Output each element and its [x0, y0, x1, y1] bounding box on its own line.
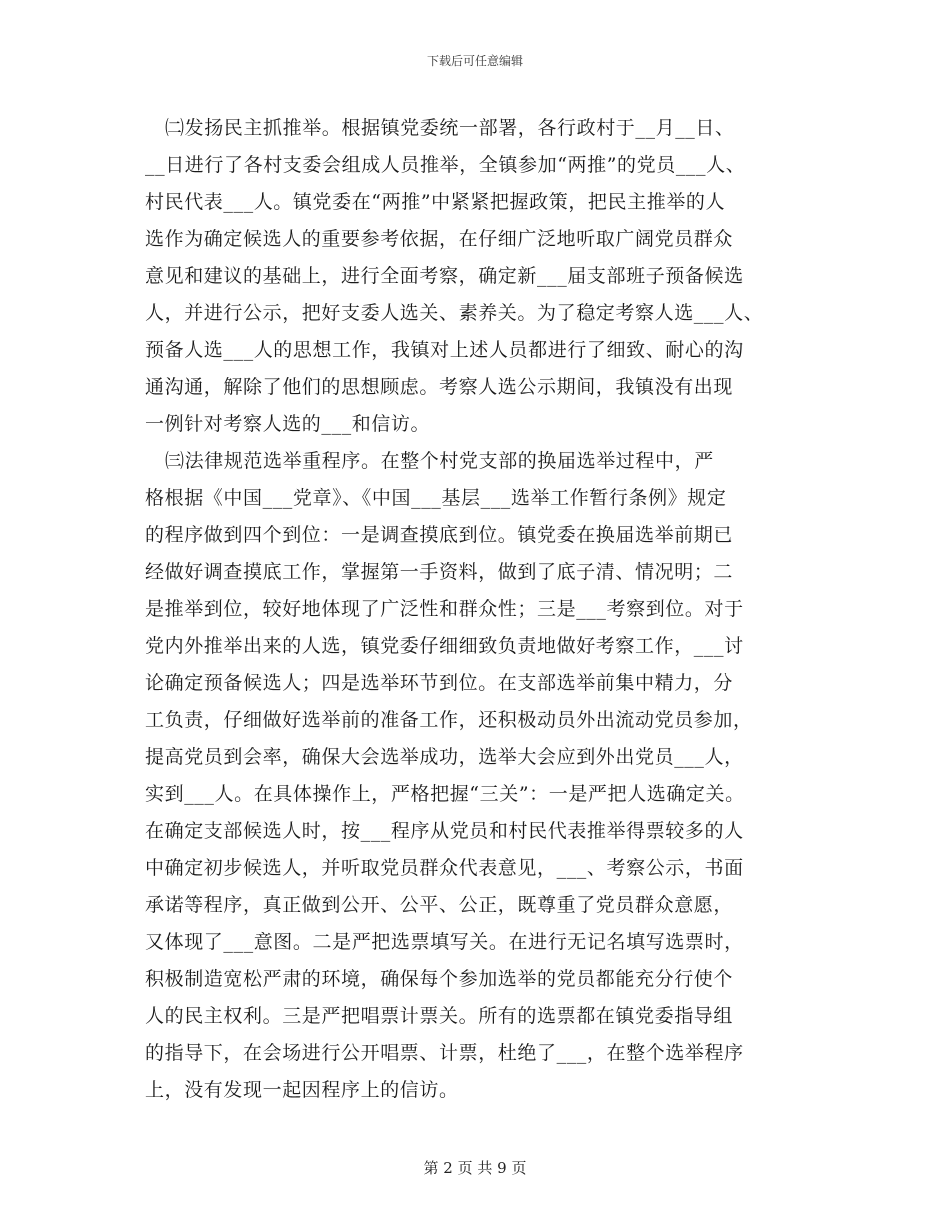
body-line: 上，没有发现一起因程序上的信访。 — [145, 1079, 459, 1101]
body-line: 积极制造宽松严肃的环境，确保每个参加选举的党员都能充分行使个 — [145, 968, 734, 990]
body-line: 村民代表___人。镇党委在“两推”中紧紧把握政策，把民主推举的人 — [145, 191, 726, 213]
body-line: ㈡发扬民主抓推举。根据镇党委统一部署，各行政村于__月__日、 — [165, 117, 735, 139]
body-line: 是推举到位，较好地体现了广泛性和群众性；三是___考察到位。对于 — [145, 598, 744, 620]
document-body — [145, 110, 820, 1109]
body-line: 选作为确定候选人的重要参考依据，在仔细广泛地听取广阔党员群众 — [145, 228, 734, 250]
body-line: 人，并进行公示，把好支委人选关、素养关。为了稳定考察人选___人、 — [145, 302, 764, 324]
body-line: 经做好调查摸底工作，掌握第一手资料，做到了底子清、情况明；二 — [145, 561, 734, 583]
header-note: 下载后可任意编辑 — [426, 54, 523, 68]
body-line: 在确定支部候选人时，按___程序从党员和村民代表推举得票较多的人 — [145, 820, 744, 842]
body-line: 格根据《中国___党章》、《中国___基层___选举工作暂行条例》规定 — [145, 487, 727, 509]
body-line: 又体现了___意图。二是严把选票填写关。在进行无记名填写选票时， — [145, 931, 744, 953]
body-line: 工负责，仔细做好选举前的准备工作，还积极动员外出流动党员参加， — [145, 709, 753, 731]
body-line: 预备人选___人的思想工作，我镇对上述人员都进行了细致、耐心的沟 — [145, 339, 744, 361]
body-line: 论确定预备候选人；四是选举环节到位。在支部选举前集中精力，分 — [145, 672, 734, 694]
body-line: 实到___人。在具体操作上，严格把握“三关”：一是严把人选确定关。 — [145, 783, 745, 805]
body-line: __日进行了各村支委会组成人员推举，全镇参加“两推”的党员___人、 — [145, 154, 746, 176]
body-line: 通沟通，解除了他们的思想顾虑。考察人选公示期间，我镇没有出现 — [145, 376, 734, 398]
body-line: 一例针对考察人选的___和信访。 — [145, 413, 431, 435]
body-line: ㈢法律规范选举重程序。在整个村党支部的换届选举过程中，严 — [165, 450, 714, 472]
body-line: 的指导下，在会场进行公开唱票、计票，杜绝了___，在整个选举程序 — [145, 1042, 744, 1064]
body-line: 党内外推举出来的人选，镇党委仔细细致负责地做好考察工作，___讨 — [145, 635, 744, 657]
body-line: 意见和建议的基础上，进行全面考察，确定新___届支部班子预备候选 — [145, 265, 744, 287]
body-line: 的程序做到四个到位：一是调查摸底到位。镇党委在换届选举前期已 — [145, 524, 734, 546]
body-line: 人的民主权利。三是严把唱票计票关。所有的选票都在镇党委指导组 — [145, 1005, 734, 1027]
body-line: 承诺等程序，真正做到公开、公平、公正，既尊重了党员群众意愿， — [145, 894, 734, 916]
body-line: 中确定初步候选人，并听取党员群众代表意见，___、考察公示，书面 — [145, 857, 744, 879]
body-line: 提高党员到会率，确保大会选举成功，选举大会应到外出党员___人， — [145, 746, 744, 768]
page-number: 第 2 页 共 9 页 — [423, 1159, 527, 1177]
